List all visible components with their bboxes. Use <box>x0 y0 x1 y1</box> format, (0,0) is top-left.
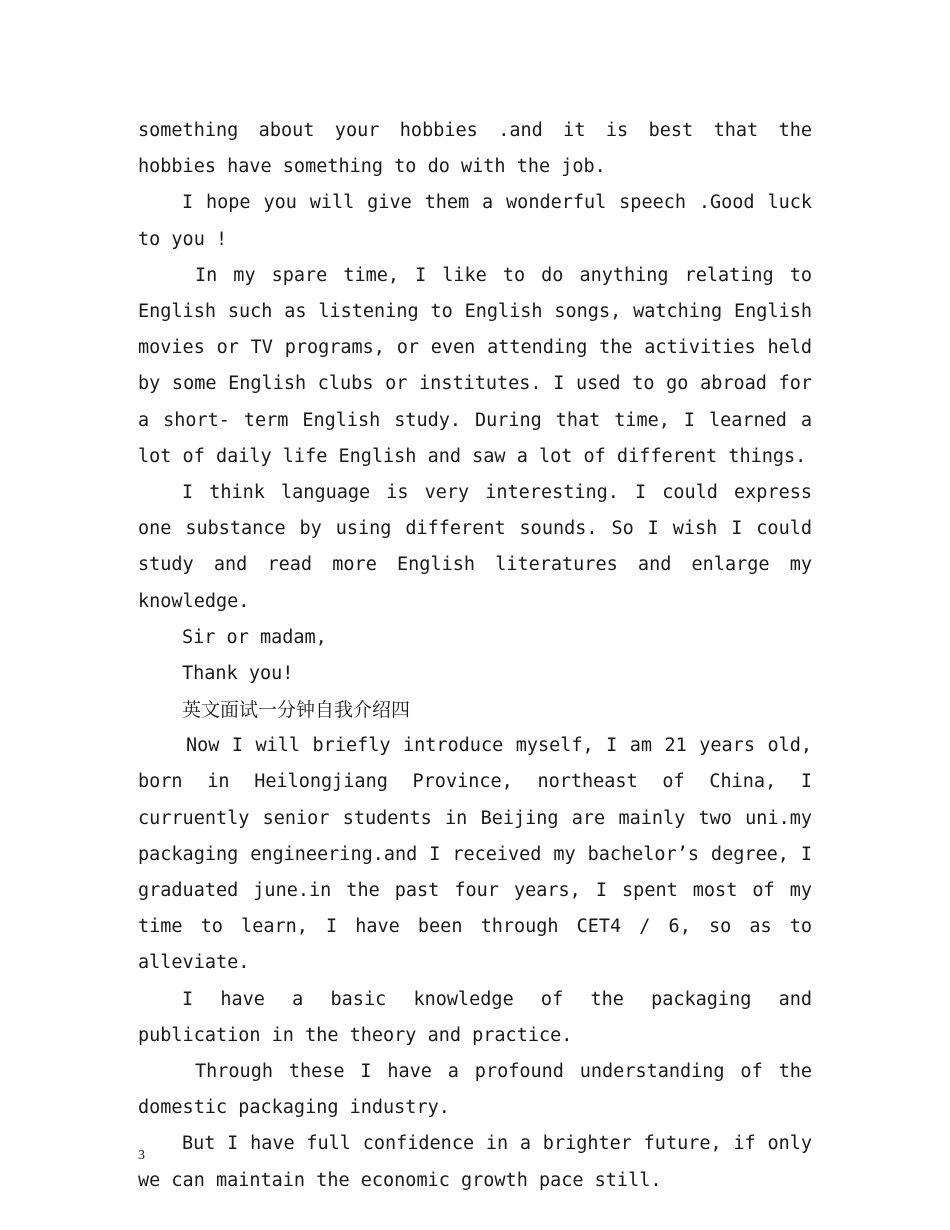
page-number: 3 <box>138 1148 145 1163</box>
document-body <box>138 113 812 1199</box>
paragraph-hobbies: something about your hobbies .and it is best that the hobbies have something to do with the job. <box>138 120 812 178</box>
paragraph-knowledge: I have a basic knowledge of the packaging and publication in the theory and practice. <box>138 988 812 1046</box>
paragraph-understanding: Through these I have a profound understanding of the domestic packaging industry. <box>138 1061 812 1119</box>
paragraph-spare-time: In my spare time, I like to do anything relating to English such as listening to English songs, watching English movies or TV programs, or even attending the activities held by some English clubs or institutes. I used to go abroad for a short- term English study. During that time, I learned a lot of daily life English and saw a lot of different things. <box>138 264 812 467</box>
paragraph-good-luck: I hope you will give them a wonderful speech .Good luck to you ! <box>138 192 812 250</box>
section-heading: 英文面试一分钟自我介绍四 <box>182 699 411 722</box>
paragraph-thanks: Thank you! <box>182 663 294 685</box>
paragraph-introduction: Now I will briefly introduce myself, I am 21 years old, born in Heilongjiang Province, northeast of China, I curruently senior students in Beijing are mainly two uni.my packaging engineering.and I received my bachelor’s degree, I graduated june.in the past four years, I spent most of my time to learn, I have been through CET4 / 6, so as to alleviate. <box>138 735 812 974</box>
paragraph-confidence: But I have full confidence in a brighter future, if only we can maintain the economic growth pace still. <box>138 1133 812 1191</box>
paragraph-salutation: Sir or madam, <box>182 626 327 648</box>
paragraph-language: I think language is very interesting. I could express one substance by using different sounds. So I wish I could study and read more English literatures and enlarge my knowledge. <box>138 482 812 612</box>
